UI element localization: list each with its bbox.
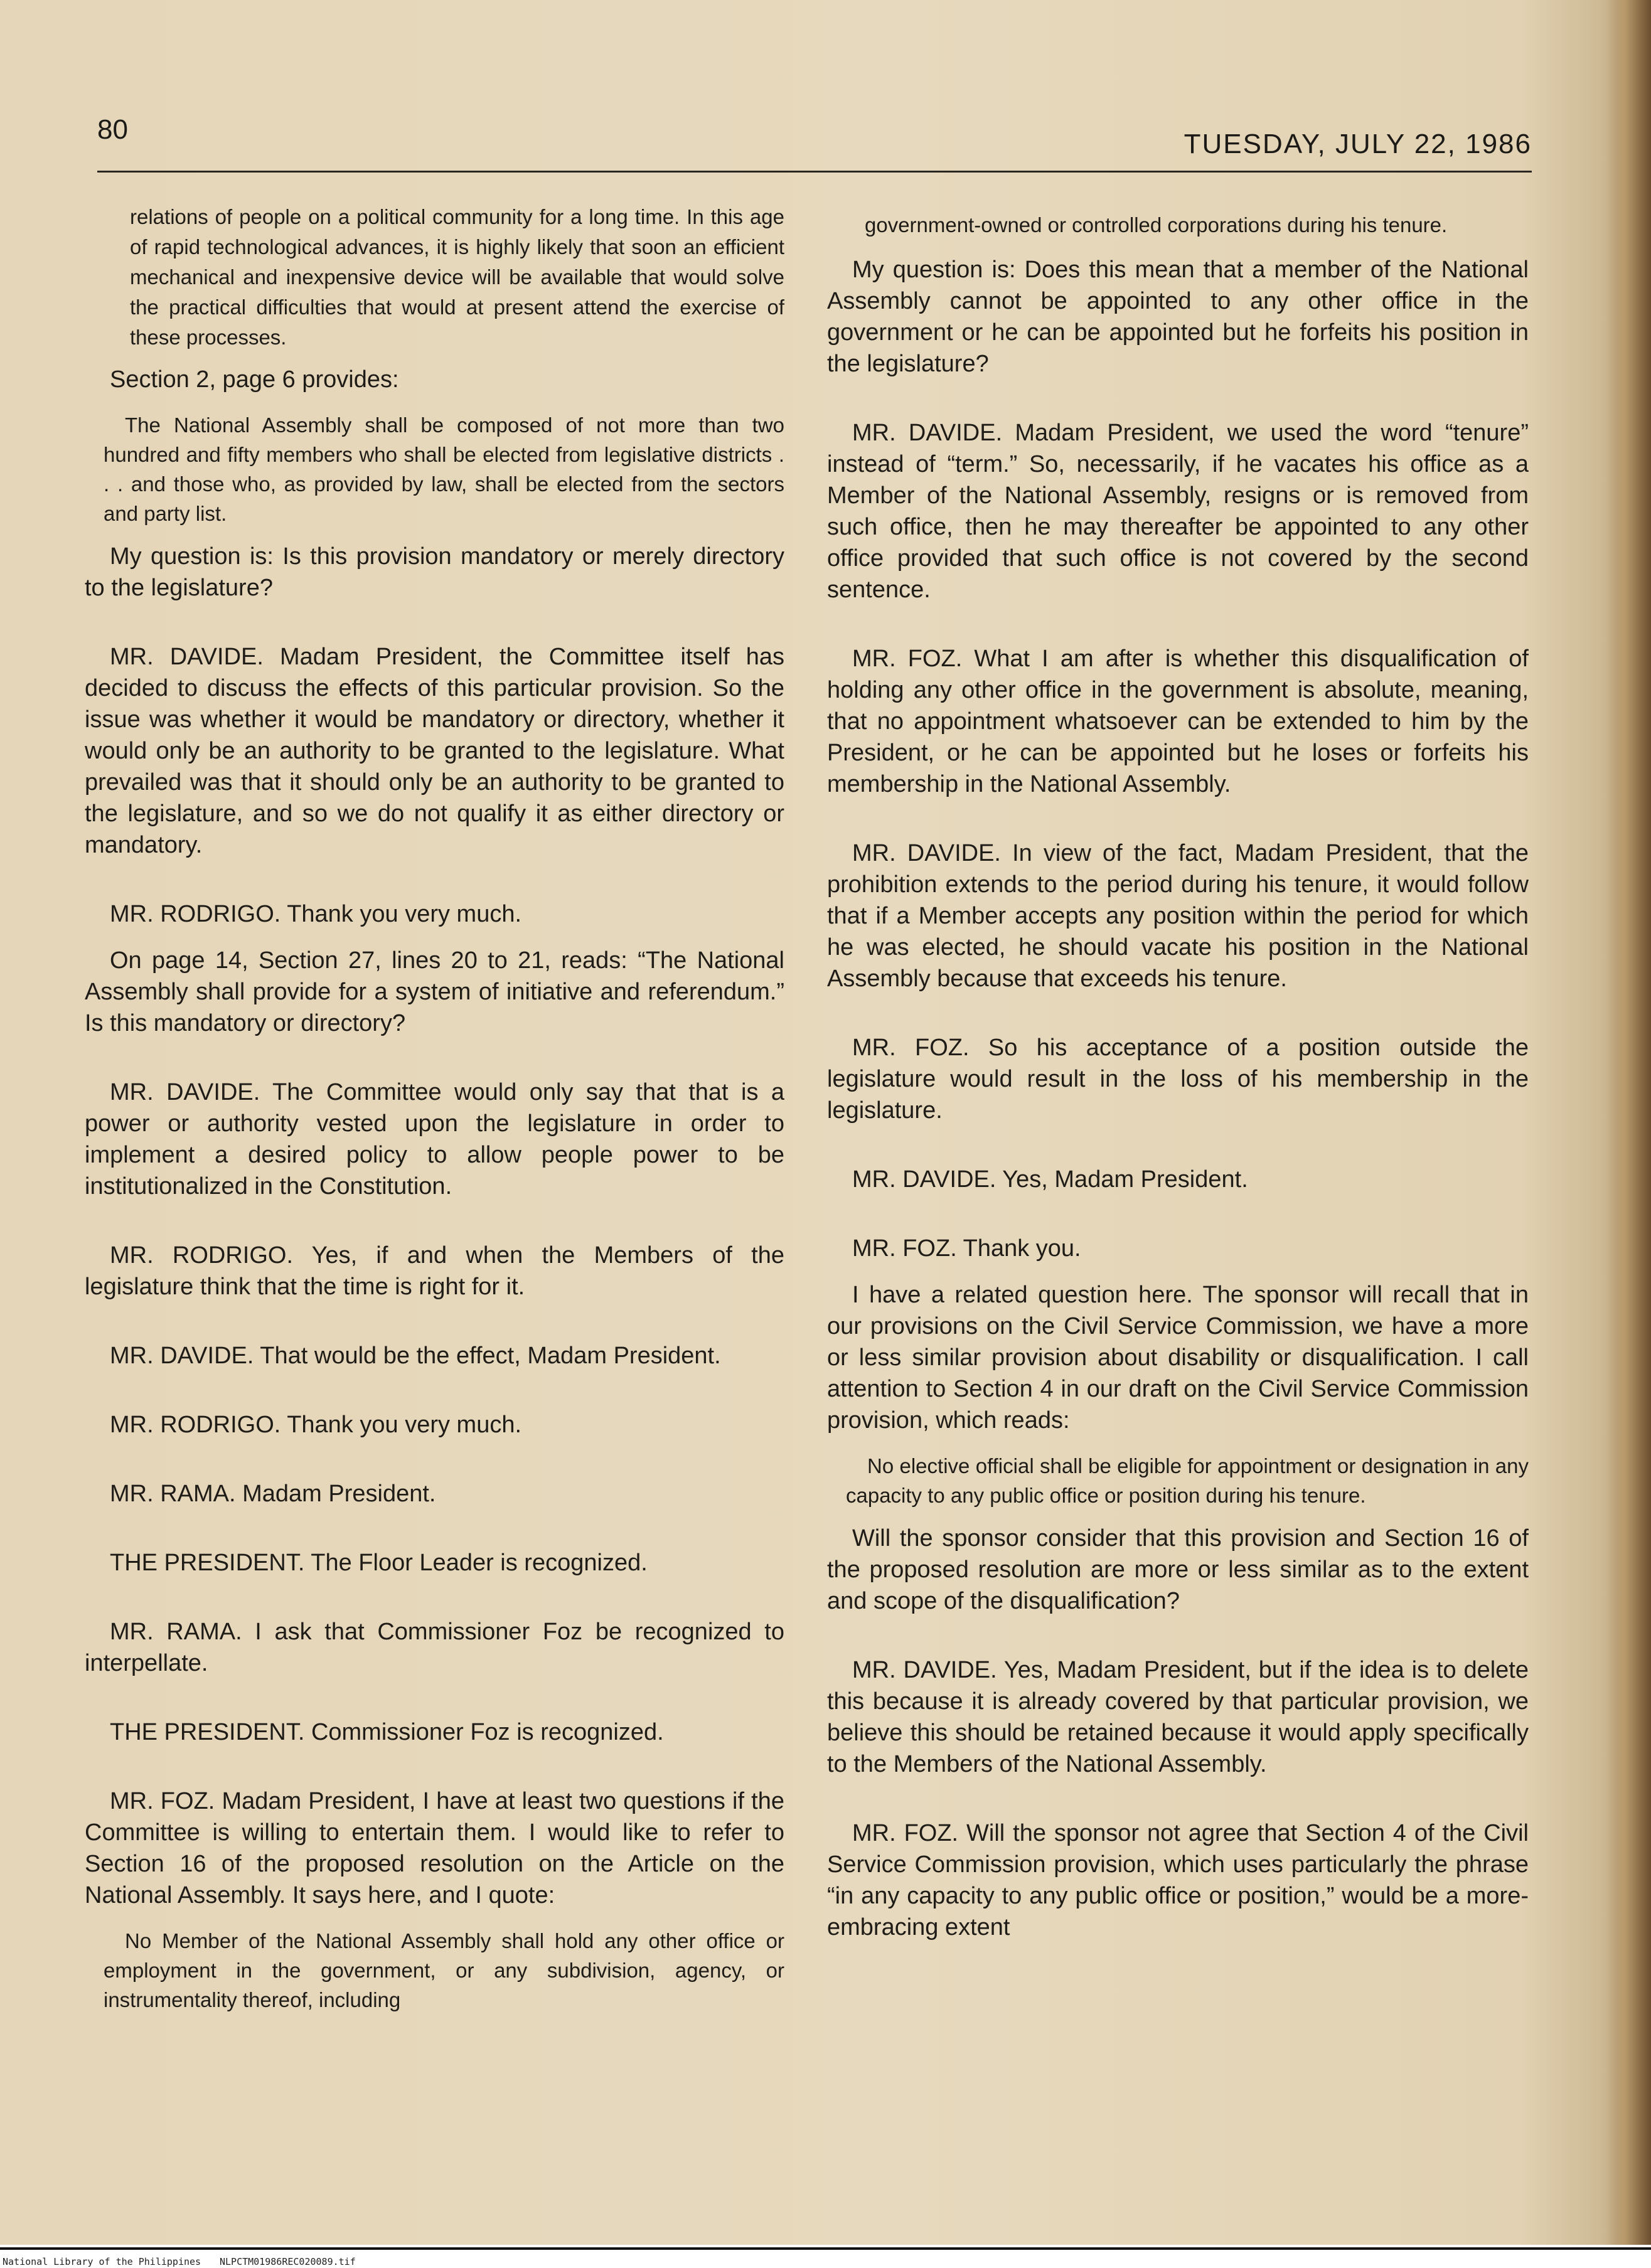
left-column <box>85 202 784 2027</box>
speaker-paragraph: THE PRESIDENT. The Floor Leader is recognized. <box>110 1550 648 1576</box>
speaker-paragraph: MR. DAVIDE. Madam President, we used the word “tenure” instead of “term.” So, necessarily, if he vacates his office as a Member of the National Assembly, resigns or is removed from such office, then he may thereafter be appointed to any other office provided that such office is not covered by the second sentence. <box>827 420 1529 603</box>
header-date: TUESDAY, JULY 22, 1986 <box>1183 129 1532 159</box>
quoted-provision: No Member of the National Assembly shall hold any other office or employment in the government, or any subdivision, agency, or instrumentality thereof, including <box>104 1929 784 2011</box>
speaker-paragraph: MR. DAVIDE. In view of the fact, Madam President, that the prohibition extends to the period during his tenure, it would follow that if a Member accepts any position within the period for which he was elected, he should vacate his position in the National Assembly because that exceeds his tenure. <box>827 840 1529 992</box>
quoted-provision: No elective official shall be eligible for appointment or designation in any capacity to any public office or position during his tenure. <box>846 1454 1529 1507</box>
paragraph: Will the sponsor consider that this provision and Section 16 of the proposed resolution are more or less similar as to the extent and scope of the disqualification? <box>827 1525 1529 1614</box>
speaker-paragraph: MR. RODRIGO. Thank you very much. <box>110 901 522 927</box>
speaker-paragraph: MR. FOZ. Madam President, I have at least two questions if the Committee is willing to entertain them. I would like to refer to Section 16 of the proposed resolution on the Article on the National Assembly. It says here, and I quote: <box>85 1788 784 1909</box>
speaker-paragraph: MR. RAMA. Madam President. <box>110 1481 436 1507</box>
scan-footer-rule <box>0 2247 1651 2250</box>
quoted-provision: The National Assembly shall be composed of not more than two hundred and fifty members who shall be elected from legislative districts . . . and those who, as provided by law, shall be elected from the sectors and party list. <box>104 413 784 525</box>
speaker-paragraph: MR. RODRIGO. Thank you very much. <box>110 1412 522 1438</box>
speaker-paragraph: MR. DAVIDE. Yes, Madam President, but if the idea is to delete this because it is already covered by that particular provision, we believe this should be retained because it would apply specifically to the Members of the National Assembly. <box>827 1657 1529 1777</box>
speaker-paragraph: MR. FOZ. So his acceptance of a position outside the legislature would result in the loss of his membership in the legislature. <box>827 1035 1529 1124</box>
speaker-paragraph: MR. FOZ. Thank you. <box>852 1235 1081 1262</box>
speaker-paragraph: MR. FOZ. What I am after is whether this disqualification of holding any other office in the government is absolute, meaning, that no appointment whatsoever can be extended to him by the President, or he can be appointed but he loses or forfeits his membership in the National Assembly. <box>827 646 1529 797</box>
speaker-paragraph: MR. FOZ. Will the sponsor not agree that Section 4 of the Civil Service Commission provision, which uses particularly the phrase “in any capacity to any public office or position,” would be a more-embracing extent <box>827 1820 1529 1941</box>
page-binding-edge <box>1607 0 1651 2245</box>
paragraph: My question is: Does this mean that a member of the National Assembly cannot be appointed to any other office in the government or he can be appointed but he forfeits his position in the legislature? <box>827 257 1529 377</box>
right-column <box>827 210 1529 1958</box>
speaker-paragraph: MR. RAMA. I ask that Commissioner Foz be recognized to interpellate. <box>85 1619 784 1676</box>
footer-file: NLPCTM01986REC020089.tif <box>220 2256 356 2267</box>
footer-library: National Library of the Philippines <box>3 2256 201 2267</box>
speaker-paragraph: THE PRESIDENT. Commissioner Foz is recognized. <box>110 1719 664 1745</box>
paragraph: I have a related question here. The sponsor will recall that in our provisions on the Civil Service Commission, we have a more or less similar provision about disability or disqualification. I call attention to Section 4 in our draft on the Civil Service Commission provision, which reads: <box>827 1282 1529 1434</box>
paragraph: On page 14, Section 27, lines 20 to 21, reads: “The National Assembly shall provide for a system of initiative and referendum.” Is this mandatory or directory? <box>85 947 784 1036</box>
speaker-paragraph: MR. DAVIDE. Madam President, the Committee itself has decided to discuss the effects of this particular provision. So the issue was whether it would be mandatory or directory, whether it would only be an authority to be granted to the legislature. What prevailed was that it should only be an authority to be granted to the legislature, and so we do not qualify it as either directory or mandatory. <box>85 644 784 858</box>
paragraph: My question is: Is this provision mandatory or merely directory to the legislature? <box>85 543 784 601</box>
speaker-paragraph: MR. RODRIGO. Yes, if and when the Members of the legislature think that the time is right for it. <box>85 1242 784 1300</box>
speaker-paragraph: MR. DAVIDE. Yes, Madam President. <box>852 1166 1248 1193</box>
paragraph: Section 2, page 6 provides: <box>110 366 399 393</box>
header-rule <box>97 171 1532 173</box>
speaker-paragraph: MR. DAVIDE. The Committee would only say that that is a power or authority vested upon the legislature in order to implement a desired policy to allow people power to be institutionalized in the Constitution. <box>85 1079 784 1200</box>
speaker-paragraph: MR. DAVIDE. That would be the effect, Madam President. <box>110 1343 721 1369</box>
page-number: 80 <box>97 114 128 145</box>
continued-paragraph: government-owned or controlled corporations during his tenure. <box>865 213 1448 237</box>
continued-paragraph: relations of people on a political community for a long time. In this age of rapid technological advances, it is highly likely that soon an efficient mechanical and inexpensive device will be available that would solve the practical difficulties that would at present attend the exercise of these processes. <box>130 205 784 349</box>
